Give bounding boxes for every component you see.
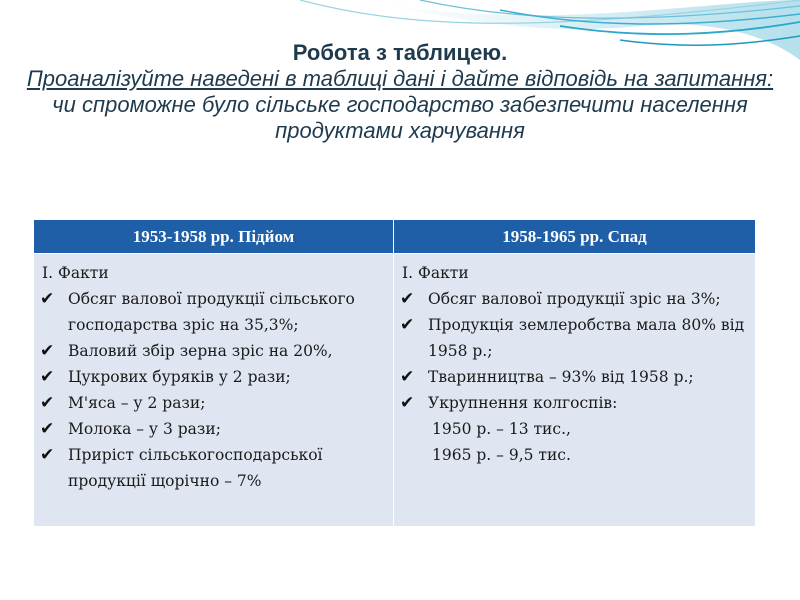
list-item-text: Обсяг валової продукції сільського господарства зріс на 35,3%; [68, 290, 355, 334]
rise-facts-list [38, 286, 389, 494]
list-item [38, 286, 389, 338]
list-item-text: Продукція землеробства мала 80% від 1958 р.; [428, 316, 745, 360]
list-item [38, 390, 389, 416]
list-item-text: Цукрових буряків у 2 рази; [68, 368, 291, 386]
list-item [38, 442, 389, 494]
list-item-text: Тваринництва – 93% від 1958 р.; [428, 368, 694, 386]
list-item [398, 312, 751, 364]
check-mark-icon: ✔ [400, 393, 415, 413]
list-item-text: М'яса – у 2 рази; [68, 394, 206, 412]
decline-facts-list [398, 286, 751, 416]
title-main: Робота з таблицею. [292, 40, 508, 65]
check-mark-icon: ✔ [40, 419, 55, 439]
collective-farms-1965: 1965 р. – 9,5 тис. [432, 446, 571, 464]
list-item-text: Обсяг валової продукції зріс на 3%; [428, 290, 721, 308]
check-mark-icon: ✔ [400, 315, 415, 335]
list-item [38, 338, 389, 364]
check-mark-icon: ✔ [40, 445, 55, 465]
list-item [398, 286, 751, 312]
rise-facts-heading: І. Факти [42, 264, 109, 282]
collective-farms-1950: 1950 р. – 13 тис., [432, 420, 571, 438]
header-rise-period: 1953-1958 рр. Підйом [34, 220, 394, 254]
list-item-text: Валовий збір зерна зріс на 20%, [68, 342, 333, 360]
list-item [398, 390, 751, 416]
list-item-text: Молока – у 3 рази; [68, 420, 221, 438]
title-question-lead: Проаналізуйте наведені в таблиці дані і дайте відповідь на запитання: [26, 66, 774, 91]
decline-facts-cell [394, 254, 756, 527]
check-mark-icon: ✔ [40, 289, 55, 309]
list-item-text: Укрупнення колгоспів: [428, 394, 618, 412]
list-item [38, 416, 389, 442]
decline-facts-heading: І. Факти [402, 264, 469, 282]
list-item [398, 364, 751, 390]
rise-facts-cell [34, 254, 394, 527]
facts-table [33, 219, 756, 527]
table-row [34, 254, 756, 527]
slide-title [20, 40, 780, 144]
check-mark-icon: ✔ [40, 367, 55, 387]
list-item [38, 364, 389, 390]
list-item-text: Приріст сільськогосподарської продукції щорічно – 7% [68, 446, 323, 490]
check-mark-icon: ✔ [400, 367, 415, 387]
check-mark-icon: ✔ [40, 393, 55, 413]
check-mark-icon: ✔ [40, 341, 55, 361]
check-mark-icon: ✔ [400, 289, 415, 309]
header-decline-period: 1958-1965 рр. Спад [394, 220, 756, 254]
wave-stroke-6 [0, 527, 800, 592]
title-question-rest: чи спроможне було сільське господарство забезпечити населення продуктами харчування [52, 92, 748, 143]
table-header-row [34, 220, 756, 254]
